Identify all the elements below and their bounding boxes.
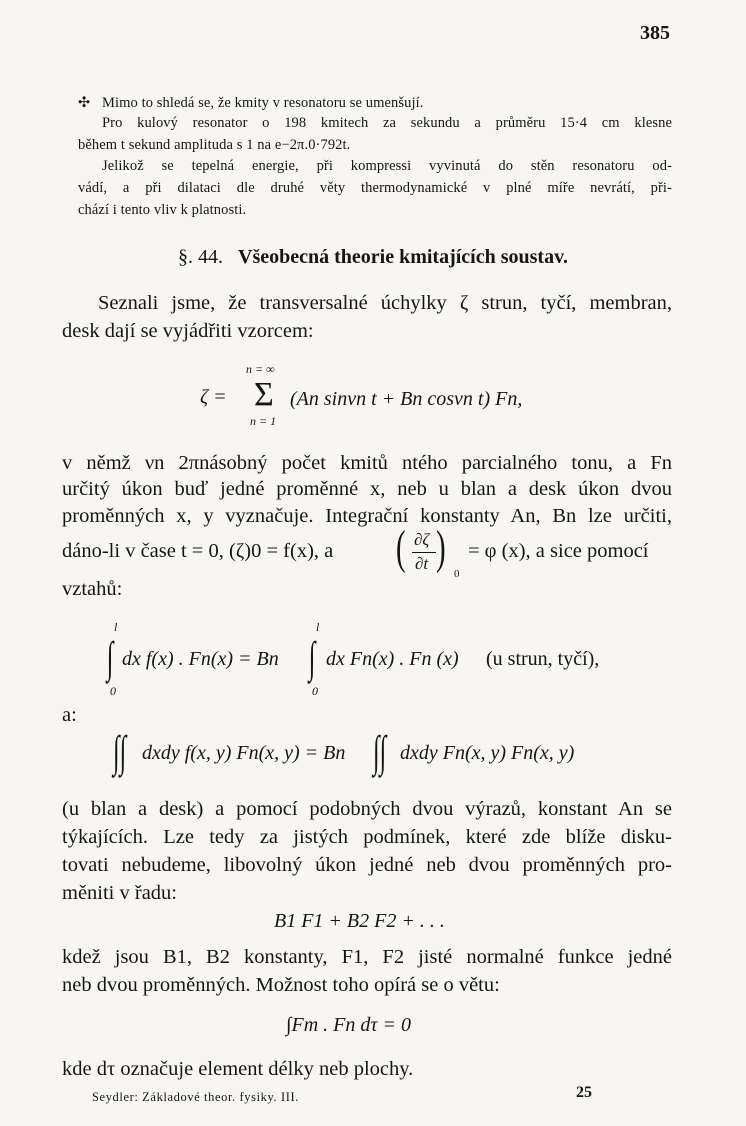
paragraph-2-line-4b: = φ (x), a sice pomocí	[468, 540, 649, 562]
eq3-integral-1: ∫∫	[113, 727, 127, 776]
paragraph-3-line-1: (u blan a desk) a pomocí podobných dvou výrazů, konstant An se	[62, 798, 672, 820]
eq2-lower-limit-1: 0	[110, 684, 116, 698]
paragraph-3-line-2: týkajících. Lze tedy za jistých podmínek, které zde blíže disku-	[62, 826, 672, 848]
eq1-right: (An sinνn t + Bn cosνn t) Fn,	[290, 388, 523, 410]
fraction-subscript: 0	[454, 568, 460, 580]
a-label: a:	[62, 704, 77, 726]
paragraph-4-line-1: kdež jsou B1, B2 konstanty, F1, F2 jisté normalné funkce jedné	[62, 946, 672, 968]
footer-signature-number: 25	[576, 1084, 592, 1101]
paragraph-2-line-3: proměnných x, y vyznačuje. Integrační konstanty An, Bn lze určiti,	[62, 505, 672, 527]
paragraph-2-line-5: vztahů:	[62, 578, 123, 600]
footnote-3-line-2: vádí, a při dilataci dle druhé věty thermodynamické v plné míře nevrátí, při-	[78, 180, 672, 196]
footnote-3-line-1: Jelikož se tepelná energie, při kompressi vyvinutá do stěn resonatoru od-	[102, 158, 672, 174]
paragraph-1-line-2: desk dají se vyjádřiti vzorcem:	[62, 320, 314, 342]
section-title: Všeobecná theorie kmitajících soustav.	[238, 246, 568, 268]
eq2-lower-limit-2: 0	[312, 684, 318, 698]
eq2-left: dx f(x) . Fn(x) = Bn	[122, 648, 279, 670]
footer-book-title: Seydler: Základové theor. fysiky. III.	[92, 1090, 300, 1104]
eq3-left: dxdy f(x, y) Fn(x, y) = Bn	[142, 742, 346, 764]
eq1-lower-limit: n = 1	[250, 414, 277, 428]
eq1-upper-limit: n = ∞	[246, 362, 275, 376]
eq2-integral-1: ∫	[106, 633, 114, 682]
eq3-right: dxdy Fn(x, y) Fn(x, y)	[400, 742, 575, 764]
fraction-denominator: ∂t	[415, 554, 429, 573]
eq2-right: dx Fn(x) . Fn (x)	[326, 648, 459, 670]
paragraph-2-line-4a: dáno-li v čase t = 0, (ζ)0 = f(x), a	[62, 540, 334, 562]
eq4: B1 F1 + B2 F2 + . . .	[274, 910, 445, 932]
page-number: 385	[640, 22, 670, 44]
eq5: ∫Fm . Fn dτ = 0	[286, 1014, 412, 1036]
paragraph-2-line-1: v němž νn 2πnásobný počet kmitů ntého parcialného tonu, a Fn	[62, 452, 672, 474]
paragraph-3-line-3: tovati nebudeme, libovolný úkon jedné neb dvou proměnných pro-	[62, 854, 672, 876]
eq1-left: ζ =	[200, 386, 227, 408]
paragraph-2-line-2: určitý úkon buď jedné proměnné x, neb u blan a desk úkon dvou	[62, 478, 672, 500]
paragraph-5-line-1: kde dτ označuje element délky neb plochy.	[62, 1058, 414, 1080]
footnote-2-line-1: Pro kulový resonator o 198 kmitech za sekundu a průměru 15·4 cm klesne	[102, 115, 672, 131]
section-heading	[0, 246, 746, 269]
eq2-upper-limit-2: l	[316, 620, 320, 634]
eq1-sigma: Σ	[254, 376, 274, 413]
paragraph-1-line-1: Seznali jsme, že transversalné úchylky ζ strun, tyčí, membran,	[98, 292, 672, 314]
footnote-marker: ✣	[78, 95, 91, 111]
eq2-integral-2: ∫	[308, 633, 316, 682]
footnote-1: Mimo to shledá se, že kmity v resonatoru se umenšují.	[102, 95, 424, 111]
fraction-numerator: ∂ζ	[414, 530, 430, 549]
eq2-note: (u strun, tyčí),	[486, 648, 600, 670]
eq3-integral-2: ∫∫	[373, 727, 387, 776]
paragraph-4-line-2: neb dvou proměnných. Možnost toho opírá se o větu:	[62, 974, 500, 996]
paragraph-3-line-4: měniti v řadu:	[62, 882, 178, 904]
footnote-2-line-2: během t sekund amplituda s 1 na e−2π.0·792t.	[78, 137, 351, 153]
footnote-3-line-3: chází i tento vliv k platnosti.	[78, 202, 247, 218]
eq2-upper-limit-1: l	[114, 620, 118, 634]
section-number: §. 44.	[178, 246, 223, 268]
partial-fraction: ( ∂ζ ∂t ) 0	[396, 521, 460, 580]
